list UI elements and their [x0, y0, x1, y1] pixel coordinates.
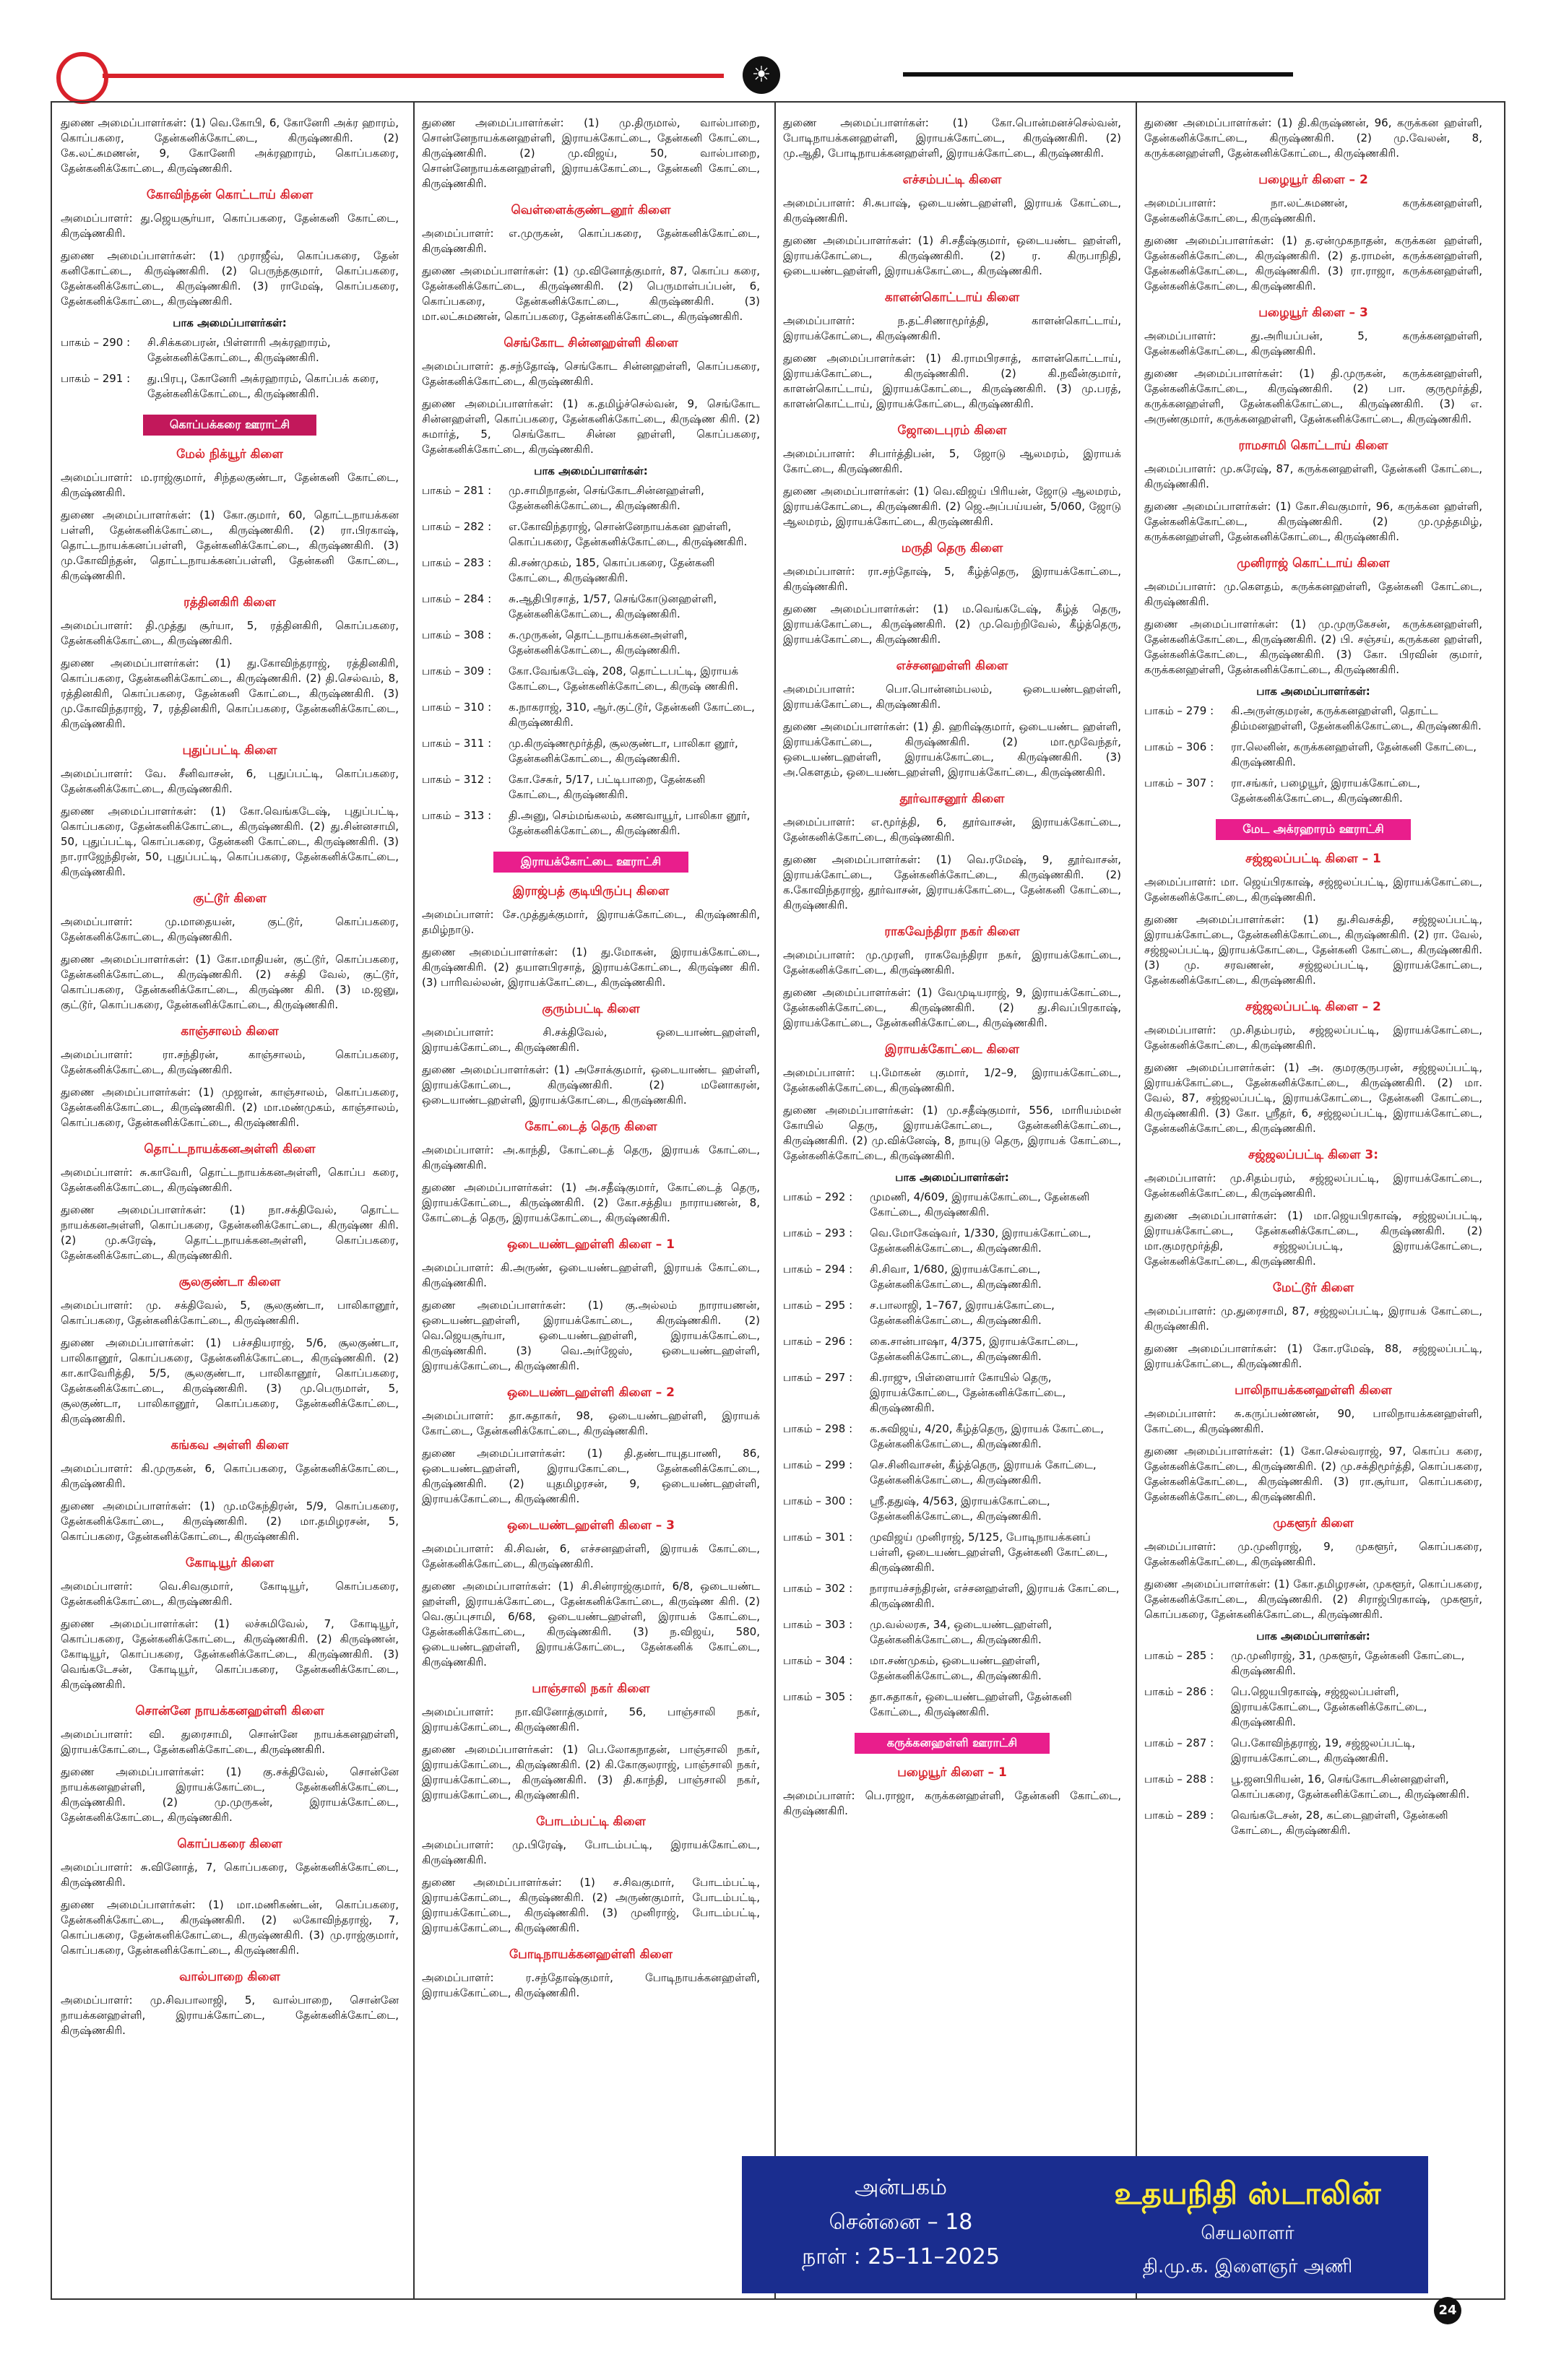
booth-organiser: கோ.வேங்கடேஷ், 208, தொட்டபட்டி, இராயக் கோட்டை, தேன்கனிக்கோட்டை, கிருஷ் ணகிரி.	[509, 665, 739, 693]
organiser-entry: அமைப்பாளர்: மு.முரளி, ராகவேந்திரா நகர், இராயக்கோட்டை, தேன்கனிக்கோட்டை, கிருஷ்ணகிரி.	[783, 948, 1121, 977]
booth-entry	[783, 1190, 1121, 1220]
booth-entry	[422, 664, 760, 694]
organiser-entry: அமைப்பாளர்: மு.மாதையன், குட்டூர், கொப்பகரை, தேன்கனிக்கோட்டை, கிருஷ்ணகிரி.	[61, 915, 399, 943]
branch-heading: ஒடையண்டஹள்ளி கிளை – 2	[506, 1385, 675, 1400]
organiser-entry: அமைப்பாளர்: ரா.சந்திரன், காஞ்சாலம், கொப்பகரை, தேன்கனிக்கோட்டை, கிருஷ்ணகிரி.	[61, 1048, 399, 1076]
deputy-organisers-entry: துணை அமைப்பாளர்கள்: (1) சி.சின்ராஜ்குமார், 6/8, ஒடையண்ட ஹள்ளி, இராயக்கோட்டை, தேன்கனிக்கோட்டை, கிருஷ்ண கிரி. (2) வெ.குப்புசாமி, 6/68, ஒடையண்டஹள்ளி, இராயக் கோட்டை, தேன்கனிக்கோட்டை, கிருஷ்ணகிரி. (3) ந.விஜய், 580, ஒடையண்டஹள்ளி, இராயக்கோட்டை, தேன்கனிக் கோட்டை, கிருஷ்ணகிரி.	[422, 1580, 760, 1669]
column-2	[422, 116, 760, 2282]
booth-number: பாகம் – 297 :	[783, 1371, 853, 1384]
booth-organiser: சு.முருகன், தொட்டநாயக்கனஅள்ளி, தேன்கனிக்கோட்டை, கிருஷ்ணகிரி.	[509, 628, 688, 657]
booth-organiser: கி.சண்முகம், 185, கொப்பகரை, தேன்கனி கோட்டை, கிருஷ்ணகிரி.	[509, 556, 715, 584]
booth-number: பாகம் – 281 :	[422, 484, 492, 497]
booth-entry	[783, 1530, 1121, 1575]
booth-organiser: மு.முனிராஜ், 31, முகளூர், தேன்கனி கோட்டை, கிருஷ்ணகிரி.	[1231, 1649, 1465, 1677]
booth-number: பாகம் – 307 :	[1144, 776, 1214, 789]
signatory-wing: தி.மு.க. இளைஞர் அணி	[1142, 2256, 1353, 2277]
branch-heading: தொட்டநாயக்கனஅள்ளி கிளை	[144, 1142, 316, 1156]
booth-number: பாகம் – 285 :	[1144, 1649, 1214, 1662]
organiser-entry: அமைப்பாளர்: வெ.சிவகுமார், கோடியூர், கொப்பகரை, தேன்கனிக்கோட்டை, கிருஷ்ணகிரி.	[61, 1580, 399, 1608]
booth-number: பாகம் – 294 :	[783, 1263, 853, 1276]
signatory-name: உதயநிதி ஸ்டாலின்	[1114, 2176, 1381, 2211]
branch-heading: மருதி தெரு கிளை	[901, 541, 1003, 555]
booth-entry	[783, 1334, 1121, 1364]
booth-organiser: மு.சாமிநாதன், செங்கோடசின்னஹள்ளி, தேன்கனிக்கோட்டை, கிருஷ்ணகிரி.	[509, 484, 704, 512]
deputy-organisers-entry: துணை அமைப்பாளர்கள்: (1) தி.தண்டாயுதபாணி, 86, ஒடையண்டஹள்ளி, இராயகோட்டை, தேன்கனிக்கோட்டை, கிருஷ்ணகிரி. (2) யுதமிழரசன், 9, ஒடையண்டஹள்ளி, இராயக்கோட்டை, கிருஷ்ணகிரி.	[422, 1447, 760, 1505]
booth-entry	[1144, 704, 1482, 734]
deputy-organisers-entry: துணை அமைப்பாளர்கள்: (1) கோ.ரமேஷ், 88, சஜ்ஜலப்பட்டி, இராயக்கோட்டை, கிருஷ்ணகிரி.	[1144, 1342, 1482, 1370]
booth-entry	[422, 736, 760, 766]
branch-heading: வெள்ளைக்குண்டனூர் கிளை	[511, 203, 671, 217]
booth-organiser: கி.ராஜு, பிள்ளையார் கோயில் தெரு, இராயக்கோட்டை, தேன்கனிக்கோட்டை, கிருஷ்ணகிரி.	[870, 1371, 1066, 1414]
deputy-organisers-entry: துணை அமைப்பாளர்கள்: (1) கோ.மாதியன், குட்டூர், கொப்பகரை, தேன்கனிக்கோட்டை, கிருஷ்ணகிரி. (2) சக்தி வேல், குட்டூர், கொப்பகரை, தேன்கனிக்கோட்டை, கிருஷ்ண கிரி. (3) ம.ஜனு, குட்டூர், கொப்பகரை, தேன்கனிக்கோட்டை, கிருஷ்ணகிரி.	[61, 953, 399, 1011]
branch-heading: எச்சனஹள்ளி கிளை	[896, 659, 1008, 673]
masthead-rule-red	[103, 74, 724, 78]
booth-entry	[422, 700, 760, 730]
booth-entry	[422, 628, 760, 658]
branch-heading: கங்கவ அள்ளி கிளை	[170, 1438, 289, 1453]
branch-heading: காளன்கொட்டாய் கிளை	[884, 290, 1020, 305]
organiser-entry: அமைப்பாளர்: நா.லட்சுமணன், கருக்கனஹள்ளி, தேன்கனிக்கோட்டை, கிருஷ்ணகிரி.	[1144, 196, 1482, 225]
deputy-organisers-entry: துணை அமைப்பாளர்கள்: (1) அசோக்குமார், ஒடையாண்ட ஹள்ளி, இராயக்கோட்டை, கிருஷ்ணகிரி. (2) மனோகரன், ஒடையாண்டஹள்ளி, இராயக்கோட்டை, கிருஷ்ணகிரி.	[422, 1063, 760, 1107]
booth-number: பாகம் – 309 :	[422, 665, 492, 678]
organiser-entry: அமைப்பாளர்: மு.துரைசாமி, 87, சஜ்ஜலப்பட்டி, இராயக் கோட்டை, கிருஷ்ணகிரி.	[1144, 1304, 1482, 1333]
deputy-organisers-entry: துணை அமைப்பாளர்கள்: (1) து.மோகன், இராயக்கோட்டை, கிருஷ்ணகிரி. (2) தயாளபிரசாத், இராயக்கோட்டை, கிருஷ்ண கிரி. (3) பாரிவல்லன், இராயக்கோட்டை, கிருஷ்ணகிரி.	[422, 945, 760, 989]
booth-organiser: பெ.கோவிந்தராஜ், 19, சஜ்ஜலப்பட்டி, இராயக்கோட்டை, கிருஷ்ணகிரி.	[1231, 1736, 1416, 1765]
deputy-organisers-entry: துணை அமைப்பாளர்கள்: (1) கோ.செல்வராஜ், 97, கொப்ப கரை, தேன்கனிக்கோட்டை, கிருஷ்ணகிரி. (2) மு.சக்திமூர்த்தி, கொப்பகரை, தேன்கனிக்கோட்டை, கிருஷ்ணகிரி. (3) ரா.சூர்யா, கொப்பகரை, தேன்கனிக்கோட்டை, கிருஷ்ணகிரி.	[1144, 1445, 1482, 1503]
column-1	[61, 116, 399, 2282]
organiser-entry: அமைப்பாளர்: அ.காந்தி, கோட்டைத் தெரு, இராயக் கோட்டை, கிருஷ்ணகிரி.	[422, 1143, 760, 1172]
booth-entry	[1144, 1736, 1482, 1766]
booth-entry	[422, 483, 760, 514]
deputy-organisers-entry: துணை அமைப்பாளர்கள்: (1) முராஜீவ், கொப்பகரை, தேன் கனிகோட்டை, கிருஷ்ணகிரி. (2) பெருந்தகுமார், கொப்பகரை, தேன்கனிக்கோட்டை, கிருஷ்ணகிரி. (3) ராமேஷ், கொப்பகரை, தேன்கனிக்கோட்டை, கிருஷ்ணகிரி.	[61, 249, 399, 308]
deputy-organisers-entry: துணை அமைப்பாளர்கள்: (1) தி.முருகன், கருக்கனஹள்ளி, தேன்கனிக்கோட்டை, கிருஷ்ணகிரி. (2) பா. குருமூர்த்தி, கருக்கனஹள்ளி, தேன்கனிக்கோட்டை, கிருஷ்ணகிரி. (3) எ. அருண்குமார், கருக்கனஹள்ளி, தேன்கனிக்கோட்டை, கிருஷ்ணகிரி.	[1144, 367, 1482, 425]
booth-number: பாகம் – 283 :	[422, 556, 492, 569]
branch-heading: போடம்பட்டி கிளை	[536, 1814, 646, 1829]
deputy-organisers-entry: துணை அமைப்பாளர்கள்: (1) வேமுடியராஜ், 9, இராயக்கோட்டை, தேன்கனிக்கோட்டை, கிருஷ்ணகிரி. (2) து.சிவப்பிரகாஷ், இராயக்கோட்டை, தேன்கனிக்கோட்டை, கிருஷ்ணகிரி.	[783, 986, 1121, 1029]
booth-entry	[783, 1689, 1121, 1720]
masthead-circle	[56, 52, 108, 104]
organiser-entry: அமைப்பாளர்: து.ஜெயசூர்யா, கொப்பகரை, தேன்கனி கோட்டை, கிருஷ்ணகிரி.	[61, 212, 399, 240]
branch-heading: தூர்வாசனூர் கிளை	[899, 792, 1005, 806]
booth-entry	[783, 1226, 1121, 1256]
booth-entry	[783, 1262, 1121, 1292]
branch-heading: சஜ்ஜலப்பட்டி கிளை – 2	[1245, 1000, 1381, 1014]
booth-entry	[422, 555, 760, 586]
booth-number: பாகம் – 290 :	[61, 336, 131, 349]
booth-number: பாகம் – 287 :	[1144, 1736, 1214, 1749]
organiser-entry: அமைப்பாளர்: மா. ஜெய்பிரகாஷ், சஜ்ஜலப்பட்டி, இராயக்கோட்டை, தேன்கனிக்கோட்டை, கிருஷ்ணகிரி.	[1144, 875, 1482, 904]
booth-entry	[1144, 1808, 1482, 1838]
booth-entry	[422, 808, 760, 839]
branch-heading: மேல் நிக்யூர் கிளை	[176, 447, 283, 462]
masthead-rule-black	[903, 72, 1293, 77]
booth-organiser: முமணி, 4/609, இராயக்கோட்டை, தேன்கனி கோட்டை, கிருஷ்ணகிரி.	[870, 1190, 1090, 1219]
booth-organiser: மு.கிருஷ்ணமூர்த்தி, சூலகுண்டா, பாலிகா னூர், தேன்கனிக்கோட்டை, கிருஷ்ணகிரி.	[509, 737, 738, 765]
organiser-entry: அமைப்பாளர்: மு.சிதம்பரம், சஜ்ஜலப்பட்டி, இராயக்கோட்டை, தேன்கனிக்கோட்டை, கிருஷ்ணகிரி.	[1144, 1172, 1482, 1200]
branch-heading: மேட்டூர் கிளை	[1272, 1281, 1354, 1295]
booth-entry	[1144, 1684, 1482, 1730]
booth-number: பாகம் – 293 :	[783, 1226, 853, 1239]
deputy-organisers-entry: துணை அமைப்பாளர்கள்: (1) தி.கிருஷ்ணன், 96, கருக்கன ஹள்ளி, தேன்கனிக்கோட்டை, கிருஷ்ணகிரி. (2) மு.வேலன், 8, கருக்கனஹள்ளி, தேன்கனிக்கோட்டை, கிருஷ்ணகிரி.	[1144, 116, 1482, 160]
branch-heading: குரும்பட்டி கிளை	[542, 1002, 640, 1016]
organiser-entry: அமைப்பாளர்: மு.சிவபாலாஜி, 5, வால்பாறை, சொன்னே நாயக்கனஹள்ளி, இராயக்கோட்டை, தேன்கனிக்கோட்டை, கிருஷ்ணகிரி.	[61, 1994, 399, 2037]
booth-number: பாகம் – 289 :	[1144, 1809, 1214, 1822]
panchayat-band: கொப்பக்கரை ஊராட்சி	[143, 415, 316, 436]
booth-organiser: மா.சண்முகம், ஒடையண்டஹள்ளி, தேன்கனிக்கோட்டை, கிருஷ்ணகிரி.	[870, 1654, 1042, 1682]
booth-number: பாகம் – 312 :	[422, 773, 492, 786]
organiser-entry: அமைப்பாளர்: மு.முனிராஜ், 9, முகளூர், கொப்பகரை, தேன்கனிக்கோட்டை, கிருஷ்ணகிரி.	[1144, 1540, 1482, 1568]
booth-organisers-heading: பாக அமைப்பாளர்கள்:	[1256, 685, 1370, 698]
column-3	[783, 116, 1121, 2282]
booth-entry	[61, 335, 399, 365]
booth-number: பாகம் – 303 :	[783, 1618, 853, 1631]
deputy-organisers-entry: துணை அமைப்பாளர்கள்: (1) கோ.குமார், 60, தொட்டநாயக்கன பள்ளி, தேன்கனிக்கோட்டை, கிருஷ்ணகிரி. (2) ரா.பிரகாஷ், தொட்டநாயக்கனப்பள்ளி, தேன்கனிக்கோட்டை, கிருஷ்ணகிரி. (3) மு.கோவிந்தன், தொட்டநாயக்கனப்பள்ளி, தேன்கனி கோட்டை, கிருஷ்ணகிரி.	[61, 509, 399, 582]
branch-heading: முனிராஜ் கொட்டாய் கிளை	[1237, 556, 1390, 571]
branch-heading: ராமசாமி கொட்டாய் கிளை	[1238, 438, 1388, 453]
booth-number: பாகம் – 292 :	[783, 1190, 853, 1203]
booth-organiser: தி.அனு, செம்மங்கலம், கணவாயூர், பாலிகா னூர், தேன்கனிக்கோட்டை, கிருஷ்ணகிரி.	[509, 809, 751, 837]
booth-organiser: மு.வல்லரசு, 34, ஒடையண்டஹள்ளி, தேன்கனிக்கோட்டை, கிருஷ்ணகிரி.	[870, 1618, 1053, 1646]
branch-heading: புதுப்பட்டி கிளை	[182, 743, 277, 758]
booth-number: பாகம் – 284 :	[422, 592, 492, 605]
panchayat-band: இராயக்கோட்டை ஊராட்சி	[493, 852, 688, 873]
booth-organiser: முவிஜய் முனிராஜ், 5/125, போடிநாயக்கனப் பள்ளி, ஒடையண்டஹள்ளி, தேன்கனி கோட்டை, கிருஷ்ணகிரி.	[870, 1531, 1108, 1574]
booth-entry	[422, 519, 760, 550]
branch-heading: செங்கோட சின்னஹள்ளி கிளை	[503, 336, 678, 350]
booth-organiser: க.நாகராஜ், 310, ஆர்.குட்டூர், தேன்கனி கோட்டை, கிருஷ்ணகிரி.	[509, 701, 755, 729]
booth-entry	[1144, 740, 1482, 770]
booth-entry	[783, 1298, 1121, 1328]
branch-heading: எச்சம்பட்டி கிளை	[902, 173, 1002, 187]
booth-number: பாகம் – 300 :	[783, 1494, 853, 1507]
organiser-entry: அமைப்பாளர்: கி.முருகன், 6, கொப்பகரை, தேன்கனிக்கோட்டை, கிருஷ்ணகிரி.	[61, 1462, 399, 1490]
deputy-organisers-entry: துணை அமைப்பாளர்கள்: (1) கோ.பொன்மனச்செல்வன், போடிநாயக்கனஹள்ளி, இராயக்கோட்டை, கிருஷ்ணகிரி. (2) மு.ஆதி, போடிநாயக்கனஹள்ளி, இராயக்கோட்டை, கிருஷ்ணகிரி.	[783, 116, 1121, 160]
booth-organiser: ரா.லெனின், கருக்கனஹள்ளி, தேன்கனி கோட்டை, கிருஷ்ணகிரி.	[1231, 740, 1477, 769]
booth-entry	[783, 1370, 1121, 1416]
organiser-entry: அமைப்பாளர்: பு.மோகன் குமார், 1/2–9, இராயக்கோட்டை, தேன்கனிக்கோட்டை, கிருஷ்ணகிரி.	[783, 1066, 1121, 1094]
branch-heading: ராகவேந்திரா நகர் கிளை	[884, 925, 1020, 939]
organiser-entry: அமைப்பாளர்: வி. துரைசாமி, சொன்னே நாயக்கனஹள்ளி, இராயக்கோட்டை, தேன்கனிக்கோட்டை, கிருஷ்ணகிரி.	[61, 1728, 399, 1756]
deputy-organisers-entry: துணை அமைப்பாளர்கள்: (1) பெ.லோகநாதன், பாஞ்சாலி நகர், இராயக்கோட்டை, கிருஷ்ணகிரி. (2) கி.கோகுலராஜ், பாஞ்சாலி நகர், இராயக்கோட்டை, கிருஷ்ணகிரி. (3) தி.காந்தி, பாஞ்சாலி நகர், இராயக்கோட்டை, கிருஷ்ணகிரி.	[422, 1743, 760, 1801]
deputy-organisers-entry: துணை அமைப்பாளர்கள்: (1) மு.திருமால், வால்பாறை, சொன்னேநாயக்கனஹள்ளி, இராயக்கோட்டை, தேன்கனி கோட்டை, கிருஷ்ணகிரி. (2) மு.விஜய், 50, வால்பாறை, சொன்னேநாயக்கனஹள்ளி, இராயக்கோட்டை, தேன்கனி கோட்டை, கிருஷ்ணகிரி.	[422, 116, 760, 190]
masthead	[51, 43, 1250, 87]
booth-organiser: பூ.ஜனபிரியன், 16, செங்கோடசின்னஹள்ளி, கொப்பகரை, தேன்கனிக்கோட்டை, கிருஷ்ணகிரி.	[1231, 1773, 1470, 1801]
banner-signatory	[1089, 2171, 1406, 2283]
organiser-entry: அமைப்பாளர்: எ.முருகன், கொப்பகரை, தேன்கனிக்கோட்டை, கிருஷ்ணகிரி.	[422, 227, 760, 255]
deputy-organisers-entry: துணை அமைப்பாளர்கள்: (1) பச்சதியராஜ், 5/6, சூலகுண்டா, பாலிகானூர், கொப்பகரை, தேன்கனிக்கோட்டை, கிருஷ்ணகிரி. (2) கா.காவேரித்தி, 5/5, சூலகுண்டா, பாலிகானூர், கொப்பகரை, தேன்கனிக்கோட்டை, கிருஷ்ணகிரி. (3) மு.பெருமாள், 5, சூலகுண்டா, பாலிகானூர், கொப்பகரை, தேன்கனிக்கோட்டை, கிருஷ்ணகிரி.	[61, 1336, 399, 1425]
branch-heading: முகளூர் கிளை	[1273, 1516, 1354, 1531]
booth-number: பாகம் – 279 :	[1144, 704, 1214, 717]
booth-number: பாகம் – 308 :	[422, 628, 492, 641]
organiser-entry: அமைப்பாளர்: கி.சிவன், 6, எச்சனஹள்ளி, இராயக் கோட்டை, தேன்கனிக்கோட்டை, கிருஷ்ணகிரி.	[422, 1542, 760, 1570]
organiser-entry: அமைப்பாளர்: எ.மூர்த்தி, 6, தூர்வாசன், இராயக்கோட்டை, தேன்கனிக்கோட்டை, கிருஷ்ணகிரி.	[783, 815, 1121, 844]
organiser-entry: அமைப்பாளர்: ர.சந்தோஷ்குமார், போடிநாயக்கனஹள்ளி, இராயக்கோட்டை, கிருஷ்ணகிரி.	[422, 1971, 760, 1999]
deputy-organisers-entry: துணை அமைப்பாளர்கள்: (1) கோ.தமிழரசன், முகளூர், கொப்பகரை, தேன்கனிக்கோட்டை, கிருஷ்ணகிரி. (2) சிராஜ்பிரகாஷ், முகளூர், கொப்பகரை, தேன்கனிக்கோட்டை, கிருஷ்ணகிரி.	[1144, 1578, 1482, 1621]
booth-number: பாகம் – 296 :	[783, 1335, 853, 1348]
branch-heading: ரத்தினகிரி கிளை	[183, 595, 276, 610]
booth-organiser: பெ.ஜெயபிரகாஷ், சஜ்ஜலப்பள்ளி, இராயக்கோட்டை, தேன்கனிக்கோட்டை, கிருஷ்ணகிரி.	[1231, 1685, 1427, 1728]
organiser-entry: அமைப்பாளர்: மு.கௌதம், கருக்கனஹள்ளி, தேன்கனி கோட்டை, கிருஷ்ணகிரி.	[1144, 580, 1482, 608]
deputy-organisers-entry: துணை அமைப்பாளர்கள்: (1) கோ.சிவகுமார், 96, கருக்கன ஹள்ளி, தேன்கனிக்கோட்டை, கிருஷ்ணகிரி. (2) மு.முத்தமிழ், கருக்கனஹள்ளி, தேன்கனிக்கோட்டை, கிருஷ்ணகிரி.	[1144, 500, 1482, 543]
booth-number: பாகம் – 305 :	[783, 1690, 853, 1703]
organiser-entry: அமைப்பாளர்: சி.சக்திவேல், ஒடையாண்டஹள்ளி, இராயக்கோட்டை, கிருஷ்ணகிரி.	[422, 1026, 760, 1054]
branch-heading: வால்பாறை கிளை	[179, 1970, 280, 1984]
booth-organisers-heading: பாக அமைப்பாளர்கள்:	[534, 464, 648, 477]
organiser-entry: அமைப்பாளர்: தா.சுதாகர், 98, ஒடையண்டஹள்ளி, இராயக் கோட்டை, தேன்கனிக்கோட்டை, கிருஷ்ணகிரி.	[422, 1409, 760, 1437]
organiser-entry: அமைப்பாளர்: ரா.சந்தோஷ், 5, கீழ்த்தெரு, இராயக்கோட்டை, கிருஷ்ணகிரி.	[783, 565, 1121, 593]
deputy-organisers-entry: துணை அமைப்பாளர்கள்: (1) மு.முருகேசன், கருக்கனஹள்ளி, தேன்கனிக்கோட்டை, கிருஷ்ணகிரி. (2) பி. சஞ்சய், கருக்கன ஹள்ளி, தேன்கனிக்கோட்டை, கிருஷ்ணகிரி. (3) கோ. பிரவின் குமார், கருக்கனஹள்ளி, தேன்கனிக்கோட்டை, கிருஷ்ணகிரி.	[1144, 618, 1482, 676]
booth-organiser: நாராயச்சந்திரன், எச்சனஹள்ளி, இராயக் கோட்டை, கிருஷ்ணகிரி.	[870, 1582, 1120, 1610]
deputy-organisers-entry: துணை அமைப்பாளர்கள்: (1) லச்சுமிவேல், 7, கோடியூர், கொப்பகரை, தேன்கனிக்கோட்டை, கிருஷ்ணகிரி. (2) கிருஷ்ணன், கோடியூர், கொப்பகரை, தேன்கனிக்கோட்டை, கிருஷ்ணகிரி. (3) வெங்கடேசன், கோடியூர், கொப்பகரை, தேன்கனிக்கோட்டை, கிருஷ்ணகிரி.	[61, 1617, 399, 1691]
column-divider	[1136, 103, 1137, 2298]
booth-entry	[783, 1617, 1121, 1648]
banner-date: நாள் : 25–11–2025	[802, 2244, 1000, 2269]
branch-heading: ஒடையண்டஹள்ளி கிளை – 1	[506, 1237, 675, 1252]
booth-number: பாகம் – 286 :	[1144, 1685, 1214, 1698]
booth-entry	[422, 772, 760, 802]
booth-organiser: சு.ஆதிபிரசாத், 1/57, செங்கோடுனஹள்ளி, தேன்கனிக்கோட்டை, கிருஷ்ணகிரி.	[509, 592, 717, 620]
organiser-entry: அமைப்பாளர்: து.அரியப்பன், 5, கருக்கனஹள்ளி, தேன்கனிக்கோட்டை, கிருஷ்ணகிரி.	[1144, 329, 1482, 358]
signature-banner	[742, 2156, 1428, 2293]
column-divider	[413, 103, 415, 2298]
deputy-organisers-entry: துணை அமைப்பாளர்கள்: (1) கு.அல்லம் நாராயணன், ஒடையண்டஹள்ளி, இராயக்கோட்டை, கிருஷ்ணகிரி. (2) வெ.ஜெயசூர்யா, ஒடையண்டஹள்ளி, இராயக்கோட்டை, கிருஷ்ணகிரி. (3) வெ.அர்ஜேஸ், ஒடையண்டஹள்ளி, இராயக்கோட்டை, கிருஷ்ணகிரி.	[422, 1299, 760, 1372]
branch-heading: சஜ்ஜலப்பட்டி கிளை 3:	[1248, 1148, 1379, 1162]
booth-organiser: தா.சுதாகர், ஒடையண்டஹள்ளி, தேன்கனி கோட்டை, கிருஷ்ணகிரி.	[870, 1690, 1072, 1718]
booth-organiser: சி.சிவா, 1/680, இராயக்கோட்டை, தேன்கனிக்கோட்டை, கிருஷ்ணகிரி.	[870, 1263, 1042, 1291]
booth-organiser: எ.கோவிந்தராஜ், சொன்னேநாயக்கன ஹள்ளி, கொப்பகரை, தேன்கனிக்கோட்டை, கிருஷ்ணகிரி.	[509, 520, 748, 548]
booth-entry	[783, 1653, 1121, 1684]
booth-entry	[783, 1581, 1121, 1611]
booth-organiser: க.சுவிஜய், 4/20, கீழ்த்தெரு, இராயக் கோட்டை, தேன்கனிக்கோட்டை, கிருஷ்ணகிரி.	[870, 1422, 1104, 1450]
deputy-organisers-entry: துணை அமைப்பாளர்கள்: (1) மு.வினோத்குமார், 87, கொப்ப கரை, தேன்கனிக்கோட்டை, கிருஷ்ணகிரி. (2) பெருமாள்பப்பன், 6, கொப்பகரை, தேன்கனிக்கோட்டை, கிருஷ்ணகிரி. (3) மா.லட்சுமணன், கொப்பகரை, தேன்கனிக்கோட்டை, கிருஷ்ணகிரி.	[422, 264, 760, 323]
organiser-entry: அமைப்பாளர்: மு.சிதம்பரம், சஜ்ஜலப்பட்டி, இராயக்கோட்டை, தேன்கனிக்கோட்டை, கிருஷ்ணகிரி.	[1144, 1024, 1482, 1052]
booth-number: பாகம் – 306 :	[1144, 740, 1214, 753]
booth-number: பாகம் – 288 :	[1144, 1773, 1214, 1786]
booth-entry	[783, 1421, 1121, 1452]
booth-entry	[422, 592, 760, 622]
party-logo-icon: ☀	[743, 56, 780, 94]
office-bearers-entry: துணை அமைப்பாளர்கள்: (1) வெ.கோபி, 6, கோனேரி அக்ர ஹாரம், கொப்பகரை, தேன்கனிக்கோட்டை, கிருஷ்ணகிரி. (2) கே.லட்சுமணன், 9, கோனேரி அக்ரஹாரம், கொப்பகரை, தேன்கனிக்கோட்டை, கிருஷ்ணகிரி.	[61, 116, 399, 175]
deputy-organisers-entry: துணை அமைப்பாளர்கள்: (1) மா.மணிகண்டன், கொப்பகரை, தேன்கனிக்கோட்டை, கிருஷ்ணகிரி. (2) லகோவிந்தராஜ், 7, கொப்பகரை, தேன்கனிக்கோட்டை, கிருஷ்ணகிரி. (3) மு.ராஜ்குமார், கொப்பகரை, தேன்கனிக்கோட்டை, கிருஷ்ணகிரி.	[61, 1898, 399, 1957]
organiser-entry: அமைப்பாளர்: சு.வினோத், 7, கொப்பகரை, தேன்கனிக்கோட்டை, கிருஷ்ணகிரி.	[61, 1861, 399, 1889]
booth-organisers-heading: பாக அமைப்பாளர்கள்:	[895, 1171, 1009, 1184]
organiser-entry: அமைப்பாளர்: சிபார்த்திபன், 5, ஜோடு ஆலமரம், இராயக் கோட்டை, கிருஷ்ணகிரி.	[783, 447, 1121, 475]
organiser-entry: அமைப்பாளர்: கி.அருண், ஒடையண்டஹள்ளி, இராயக் கோட்டை, கிருஷ்ணகிரி.	[422, 1261, 760, 1289]
booth-organiser: வெங்கடேசன், 28, கட்டைஹள்ளி, தேன்கனி கோட்டை, கிருஷ்ணகிரி.	[1231, 1809, 1448, 1837]
deputy-organisers-entry: துணை அமைப்பாளர்கள்: (1) மு.சதீஷ்குமார், 556, மாரியம்மன் கோயில் தெரு, இராயக்கோட்டை, தேன்கனிக்கோட்டை, கிருஷ்ணகிரி. (2) மு.விக்னேஷ், 8, நாயுடு தெரு, இராயக் கோட்டை, தேன்கனிக்கோட்டை, கிருஷ்ணகிரி.	[783, 1104, 1121, 1162]
banner-city: சென்னை – 18	[829, 2210, 973, 2235]
branch-heading: சூலகுண்டா கிளை	[178, 1275, 281, 1289]
page-number: 24	[1434, 2297, 1461, 2324]
deputy-organisers-entry: துணை அமைப்பாளர்கள்: (1) து.சிவசக்தி, சஜ்ஜலப்பட்டி, இராயக்கோட்டை, தேன்கனிக்கோட்டை, கிருஷ்ணகிரி. (2) ரா. வேல், சஜ்ஜலப்பட்டி, இராயக்கோட்டை, தேன்கனி கோட்டை, கிருஷ்ணகிரி. (3) மு. சரவணன், சஜ்ஜலப்பட்டி, இராயக்கோட்டை, தேன்கனிக்கோட்டை, கிருஷ்ணகிரி.	[1144, 913, 1482, 987]
branch-heading: இராயக்கோட்டை கிளை	[885, 1042, 1019, 1057]
organiser-entry: அமைப்பாளர்: சு.காவேரி, தொட்டநாயக்கனஅள்ளி, கொப்ப கரை, தேன்கனிக்கோட்டை, கிருஷ்ணகிரி.	[61, 1166, 399, 1194]
branch-heading: கோவிந்தன் கொட்டாய் கிளை	[146, 188, 314, 202]
deputy-organisers-entry: துணை அமைப்பாளர்கள்: (1) சி.சதீஷ்குமார், ஒடையண்ட ஹள்ளி, இராயக்கோட்டை, கிருஷ்ணகிரி. (2) ர. கிருபாநிதி, ஒடையண்டஹள்ளி, இராயக்கோட்டை, கிருஷ்ணகிரி.	[783, 234, 1121, 277]
branch-heading: சொன்னே நாயக்கனஹள்ளி கிளை	[135, 1704, 324, 1718]
organiser-entry: அமைப்பாளர்: சே.முத்துக்குமார், இராயக்கோட்டை, கிருஷ்ணகிரி, தமிழ்நாடு.	[422, 908, 760, 936]
organiser-entry: அமைப்பாளர்: வே. சீனிவாசன், 6, புதுப்பட்டி, கொப்பகரை, தேன்கனிக்கோட்டை, கிருஷ்ணகிரி.	[61, 767, 399, 795]
deputy-organisers-entry: துணை அமைப்பாளர்கள்: (1) தி. ஹரிஷ்குமார், ஒடையண்ட ஹள்ளி, இராயக்கோட்டை, கிருஷ்ணகிரி. (2) மா.மூவேந்தர், ஒடையண்டஹள்ளி, இராயக்கோட்டை, கிருஷ்ணகிரி. (3) அ.கௌதம், ஒடையண்டஹள்ளி, இராயக்கோட்டை, கிருஷ்ணகிரி.	[783, 720, 1121, 779]
organiser-entry: அமைப்பாளர்: தி.முத்து சூர்யா, 5, ரத்தினகிரி, கொப்பகரை, தேன்கனிக்கோட்டை, கிருஷ்ணகிரி.	[61, 619, 399, 647]
booth-organiser: கோ.சேகர், 5/17, பட்டிபாறை, தேன்கனி கோட்டை, கிருஷ்ணகிரி.	[509, 773, 706, 801]
branch-heading: ஜோடைபுரம் கிளை	[897, 423, 1007, 438]
column-divider	[774, 103, 776, 2298]
booth-organisers-heading: பாக அமைப்பாளர்கள்:	[1256, 1630, 1370, 1643]
branch-heading: கோடியூர் கிளை	[185, 1556, 275, 1570]
branch-heading: பழையூர் கிளை – 3	[1258, 306, 1368, 320]
signatory-role: செயலாளர்	[1201, 2223, 1295, 2244]
deputy-organisers-entry: துணை அமைப்பாளர்கள்: (1) கி.ராமபிரசாத், காளன்கொட்டாய், இராயக்கோட்டை, கிருஷ்ணகிரி. (2) கி.நவீன்குமார், காளன்கொட்டாய், இராயக்கோட்டை, கிருஷ்ணகிரி. (3) மு.பரத், காளன்கொட்டாய், இராயக்கோட்டை, கிருஷ்ணகிரி.	[783, 352, 1121, 410]
branch-heading: சஜ்ஜலப்பட்டி கிளை – 1	[1245, 852, 1381, 866]
deputy-organisers-entry: துணை அமைப்பாளர்கள்: (1) முஜான், காஞ்சாலம், கொப்பகரை, தேன்கனிக்கோட்டை, கிருஷ்ணகிரி. (2) மா.மண்முகம், காஞ்சாலம், கொப்பகரை, தேன்கனிக்கோட்டை, கிருஷ்ணகிரி.	[61, 1086, 399, 1129]
deputy-organisers-entry: துணை அமைப்பாளர்கள்: (1) கு.சக்திவேல், சொன்னே நாயக்கனஹள்ளி, இராயக்கோட்டை, தேன்கனிக்கோட்டை, கிருஷ்ணகிரி. (2) மு.முருகன், இராயக்கோட்டை, தேன்கனிக்கோட்டை, கிருஷ்ணகிரி.	[61, 1765, 399, 1824]
organiser-entry: அமைப்பாளர்: மு.பிரேஷ், போடம்பட்டி, இராயக்கோட்டை, கிருஷ்ணகிரி.	[422, 1838, 760, 1866]
booth-number: பாகம் – 299 :	[783, 1458, 853, 1471]
booth-number: பாகம் – 291 :	[61, 372, 131, 385]
organiser-entry: அமைப்பாளர்: மு. சக்திவேல், 5, சூலகுண்டா, பாலிகானூர், கொப்பகரை, தேன்கனிக்கோட்டை, கிருஷ்ணகிரி.	[61, 1299, 399, 1327]
booth-number: பாகம் – 302 :	[783, 1582, 853, 1595]
deputy-organisers-entry: துணை அமைப்பாளர்கள்: (1) அ.சதீஷ்குமார், கோட்டைத் தெரு, இராயக்கோட்டை, கிருஷ்ணகிரி. (2) கோ.சத்திய நாராயணன், 8, கோட்டைத் தெரு, இராயக்கோட்டை, கிருஷ்ணகிரி.	[422, 1181, 760, 1224]
banner-office: அன்பகம்	[854, 2175, 948, 2200]
booth-organiser: ஸ்ரீ.ததுஷ், 4/563, இராயக்கோட்டை, தேன்கனிக்கோட்டை, கிருஷ்ணகிரி.	[870, 1494, 1050, 1523]
organiser-entry: அமைப்பாளர்: மு.சுரேஷ், 87, கருக்கனஹள்ளி, தேன்கனி கோட்டை, கிருஷ்ணகிரி.	[1144, 462, 1482, 490]
deputy-organisers-entry: துணை அமைப்பாளர்கள்: (1) த.ஏன்முகநாதன், கருக்கன ஹள்ளி, தேன்கனிக்கோட்டை, கிருஷ்ணகிரி. (2) த.ராமன், கருக்கனஹள்ளி, தேன்கனிக்கோட்டை, கிருஷ்ணகிரி. (3) ரா.ராஜா, கருக்கனஹள்ளி, தேன்கனிக்கோட்டை, கிருஷ்ணகிரி.	[1144, 234, 1482, 293]
booth-organiser: கை.சான்பாஷா, 4/375, இராயக்கோட்டை, தேன்கனிக்கோட்டை, கிருஷ்ணகிரி.	[870, 1335, 1079, 1363]
deputy-organisers-entry: துணை அமைப்பாளர்கள்: (1) மு.மகேந்திரன், 5/9, கொப்பகரை, தேன்கனிக்கோட்டை, கிருஷ்ணகிரி. (2) மா.தமிழரசன், 5, கொப்பகரை, தேன்கனிக்கோட்டை, கிருஷ்ணகிரி.	[61, 1500, 399, 1543]
booth-organiser: வெ.மோகேஷ்வர், 1/330, இராயக்கோட்டை, தேன்கனிக்கோட்டை, கிருஷ்ணகிரி.	[870, 1226, 1092, 1255]
booth-entry	[1144, 1648, 1482, 1679]
branch-heading: இராஜ்பத் குடியிருப்பு கிளை	[512, 884, 670, 899]
booth-entry	[783, 1494, 1121, 1524]
branch-heading: கோட்டைத் தெரு கிளை	[524, 1120, 657, 1134]
banner-address	[764, 2171, 1038, 2275]
organiser-entry: அமைப்பாளர்: ந.தட்சிணாமூர்த்தி, காளன்கொட்டாய், இராயக்கோட்டை, கிருஷ்ணகிரி.	[783, 314, 1121, 342]
deputy-organisers-entry: துணை அமைப்பாளர்கள்: (1) நா.சக்திவேல், தொட்ட நாயக்கனஅள்ளி, கொப்பகரை, தேன்கனிக்கோட்டை, கிருஷ்ண கிரி. (2) மு.சுரேஷ், தொட்டநாயக்கனஅள்ளி, கொப்பகரை, தேன்கனிக்கோட்டை, கிருஷ்ணகிரி.	[61, 1203, 399, 1262]
deputy-organisers-entry: துணை அமைப்பாளர்கள்: (1) க.தமிழ்ச்செல்வன், 9, செங்கோட சின்னஹள்ளி, கொப்பகரை, தேன்கனிக்கோட்டை, கிருஷ்ண கிரி. (2) சுமார்த், 5, செங்கோட சின்ன ஹள்ளி, கொப்பகரை, தேன்கனிக்கோட்டை, கிருஷ்ணகிரி.	[422, 397, 760, 456]
branch-heading: காஞ்சாலம் கிளை	[181, 1024, 279, 1039]
booth-number: பாகம் – 282 :	[422, 520, 492, 533]
organiser-entry: அமைப்பாளர்: பெ.ராஜா, கருக்கனஹள்ளி, தேன்கனி கோட்டை, கிருஷ்ணகிரி.	[783, 1789, 1121, 1817]
booth-number: பாகம் – 298 :	[783, 1422, 853, 1435]
booth-number: பாகம் – 304 :	[783, 1654, 853, 1667]
booth-organiser: சி.சிக்கபைரன், பிள்ளாரி அக்ரஹாரம், தேன்கனிக்கோட்டை, கிருஷ்ணகிரி.	[147, 336, 331, 364]
organiser-entry: அமைப்பாளர்: ம.ராஜ்குமார், சிந்தலகுண்டா, தேன்கனி கோட்டை, கிருஷ்ணகிரி.	[61, 471, 399, 499]
branch-heading: குட்டூர் கிளை	[193, 891, 267, 906]
branch-heading: பாஞ்சாலி நகர் கிளை	[532, 1682, 650, 1696]
panchayat-band: மேட அக்ரஹாரம் ஊராட்சி	[1216, 819, 1411, 840]
booth-entry	[61, 371, 399, 402]
organiser-entry: அமைப்பாளர்: பொ.பொன்னம்பலம், ஒடையண்டஹள்ளி, இராயக்கோட்டை, கிருஷ்ணகிரி.	[783, 683, 1121, 711]
booth-organisers-heading: பாக அமைப்பாளர்கள்:	[173, 316, 287, 329]
organiser-entry: அமைப்பாளர்: சு.கருப்பண்ணன், 90, பாலிநாயக்கனஹள்ளி, கோட்டை, கிருஷ்ணகிரி.	[1144, 1407, 1482, 1435]
organiser-entry: அமைப்பாளர்: சி.சுபாஷ், ஒடையண்டஹள்ளி, இராயக் கோட்டை, கிருஷ்ணகிரி.	[783, 196, 1121, 225]
booth-organiser: து.பிரபு, கோனேரி அக்ரஹாரம், கொப்பக் கரை, தேன்கனிக்கோட்டை, கிருஷ்ணகிரி.	[147, 372, 379, 400]
booth-entry	[1144, 1772, 1482, 1802]
announcement-page	[51, 101, 1505, 2300]
branch-heading: பாலிநாயக்கனஹள்ளி கிளை	[1235, 1383, 1392, 1398]
booth-number: பாகம் – 313 :	[422, 809, 492, 822]
booth-organiser: செ.சினிவாசன், கீழ்த்தெரு, இராயக் கோட்டை, தேன்கனிக்கோட்டை, கிருஷ்ணகிரி.	[870, 1458, 1097, 1487]
booth-organiser: கி.அருள்குமரன், கருக்கனஹள்ளி, தொட்ட திம்மனஹள்ளி, தேன்கனிக்கோட்டை, கிருஷ்ணகிரி.	[1231, 704, 1482, 732]
branch-heading: பழையூர் கிளை – 1	[897, 1765, 1007, 1780]
organiser-entry: அமைப்பாளர்: த.சந்தோஷ், செங்கோட சின்னஹள்ளி, கொப்பகரை, தேன்கனிக்கோட்டை, கிருஷ்ணகிரி.	[422, 360, 760, 388]
booth-number: பாகம் – 295 :	[783, 1299, 853, 1312]
panchayat-band: கருக்கனஹள்ளி ஊராட்சி	[855, 1733, 1050, 1754]
deputy-organisers-entry: துணை அமைப்பாளர்கள்: (1) வெ.ரமேஷ், 9, தூர்வாசன், இராயக்கோட்டை, தேன்கனிக்கோட்டை, கிருஷ்ணகிரி. (2) க.கோவிந்தராஜ், தூர்வாசன், இராயக்கோட்டை, தேன்கனி கோட்டை, கிருஷ்ணகிரி.	[783, 853, 1121, 912]
deputy-organisers-entry: துணை அமைப்பாளர்கள்: (1) அ. குமரகுருபரன், சஜ்ஜலப்பட்டி, இராயக்கோட்டை, தேன்கனிக்கோட்டை, கிருஷ்ணகிரி. (2) மா. வேல், 87, சஜ்ஜலப்பட்டி, இராயக்கோட்டை, தேன்கனி கோட்டை, கிருஷ்ணகிரி. (3) கோ. ஸ்ரீதர், 6, சஜ்ஜலப்பட்டி, இராயக்கோட்டை, தேன்கனிக்கோட்டை, கிருஷ்ணகிரி.	[1144, 1061, 1482, 1135]
deputy-organisers-entry: துணை அமைப்பாளர்கள்: (1) ச.சிவகுமார், போடம்பட்டி, இராயக்கோட்டை, கிருஷ்ணகிரி. (2) அருண்குமார், போடம்பட்டி, இராயக்கோட்டை, கிருஷ்ணகிரி. (3) முனிராஜ், போடம்பட்டி, இராயக்கோட்டை, கிருஷ்ணகிரி.	[422, 1876, 760, 1934]
deputy-organisers-entry: துணை அமைப்பாளர்கள்: (1) கோ.வெங்கடேஷ், புதுப்பட்டி, கொப்பகரை, தேன்கனிக்கோட்டை, கிருஷ்ணகிரி. (2) து.சின்னசாமி, 50, புதுப்பட்டி, கொப்பகரை, தேன்கனி கோட்டை, கிருஷ்ணகிரி. (3) நா.ராஜேந்திரன், 50, புதுப்பட்டி, கொப்பகரை, தேன்கனிக்கோட்டை, கிருஷ்ணகிரி.	[61, 805, 399, 878]
booth-organiser: ச.பாலாஜி, 1–767, இராயக்கோட்டை, தேன்கனிக்கோட்டை, கிருஷ்ணகிரி.	[870, 1299, 1055, 1327]
deputy-organisers-entry: துணை அமைப்பாளர்கள்: (1) மா.ஜெயபிரகாஷ், சஜ்ஜலப்பட்டி, இராயக்கோட்டை, தேன்கனிக்கோட்டை, கிருஷ்ணகிரி. (2) மா.குமரமூர்த்தி, சஜ்ஜலப்பட்டி, இராயக்கோட்டை, தேன்கனிக்கோட்டை, கிருஷ்ணகிரி.	[1144, 1209, 1482, 1268]
booth-organiser: ரா.சங்கர், பழையூர், இராயக்கோட்டை, தேன்கனிக்கோட்டை, கிருஷ்ணகிரி.	[1231, 776, 1420, 805]
branch-heading: பழையூர் கிளை – 2	[1258, 173, 1368, 187]
deputy-organisers-entry: துணை அமைப்பாளர்கள்: (1) து.கோவிந்தராஜ், ரத்தினகிரி, கொப்பகரை, தேன்கனிக்கோட்டை, கிருஷ்ணகிரி. (2) தி.செல்வம், 8, ரத்தினகிரி, கொப்பகரை, தேன்கனி கோட்டை, கிருஷ்ணகிரி. (3) மு.கோவிந்தராஜ், 7, ரத்தினகிரி, கொப்பகரை, தேன்கனிக்கோட்டை, கிருஷ்ணகிரி.	[61, 657, 399, 730]
column-4	[1144, 116, 1482, 2282]
branch-heading: போடிநாயக்கனஹள்ளி கிளை	[509, 1947, 673, 1962]
deputy-organisers-entry: துணை அமைப்பாளர்கள்: (1) ம.வெங்கடேஷ், கீழ்த் தெரு, இராயக்கோட்டை, கிருஷ்ணகிரி. (2) மு.வெற்றிவேல், கீழ்த்தெரு, இராயக்கோட்டை, கிருஷ்ணகிரி.	[783, 602, 1121, 646]
organiser-entry: அமைப்பாளர்: நா.வினோத்குமார், 56, பாஞ்சாலி நகர், இராயக்கோட்டை, கிருஷ்ணகிரி.	[422, 1705, 760, 1734]
branch-heading: ஒடையண்டஹள்ளி கிளை – 3	[506, 1518, 675, 1533]
deputy-organisers-entry: துணை அமைப்பாளர்கள்: (1) வெ.விஜய் பிரியன், ஜோடு ஆலமரம், இராயக்கோட்டை, கிருஷ்ணகிரி. (2) ஜெ.அப்பய்யன், 5/060, ஜோடு ஆலமரம், இராயக்கோட்டை, கிருஷ்ணகிரி.	[783, 485, 1121, 528]
booth-entry	[783, 1458, 1121, 1488]
booth-number: பாகம் – 310 :	[422, 701, 492, 714]
branch-heading: கொப்பகரை கிளை	[177, 1837, 282, 1851]
booth-number: பாகம் – 301 :	[783, 1531, 853, 1544]
booth-entry	[1144, 776, 1482, 806]
booth-number: பாகம் – 311 :	[422, 737, 492, 750]
